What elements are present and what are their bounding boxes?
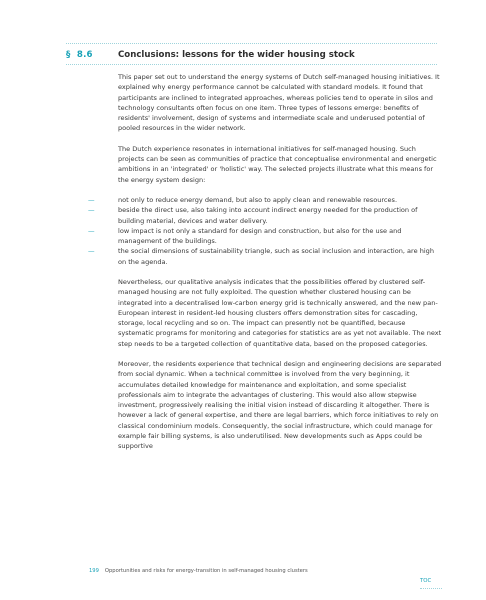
toc-link[interactable]: TOC (420, 578, 432, 584)
bullet-dash: — (88, 247, 95, 256)
paragraph: Nevertheless, our qualitative analysis indicates that the possibilities offered by clustered self-managed housing are not fully exploited. The question whether clustered housing can be integrated into a decentralised low-carbon energy grid is technically answered, and the new pan-European interest in resident-led housing clusters offers demonstration sites for cascading, storage, local recycling and so on. The impact can presently not be quantified, because systematic programs for monitoring and categories for statistics are as yet not available. The next step needs to be a targeted collection of quantitative data, based on the proposed categories. (118, 278, 442, 348)
page-number: 199 (89, 568, 99, 574)
section-rule-top (66, 43, 437, 44)
paragraph: This paper set out to understand the energy systems of Dutch self-managed housing initiatives. It explained why energy performance cannot be calculated with standard models. It found that participants are inclined to integrated approaches, whereas policies tend to operate in silos and technology consultants often focus on one item. Three types of lessons emerge: benefits of residents' involvement, design of systems and intermediate scale and underused potential of pooled resources in the wider network. (118, 73, 440, 133)
bullet-dash: — (88, 226, 95, 235)
paragraph: The Dutch experience resonates in international initiatives for self-managed housing. Such projects can be seen as communities of practice that conceptualise environmental and energetic ambitions in an 'integrated' or 'holistic' way. The selected projects illustrate what this means for the energy system design: (118, 144, 437, 184)
section-heading (66, 47, 437, 63)
bullet-dash: — (88, 206, 95, 215)
paragraph: Moreover, the residents experience that technical design and engineering decisions are separated from social dynamic. When a technical committee is involved from the very beginning, it accumulates detailed knowledge for maintenance and exploitation, and some specialist professionals aim to integrate the advantages of clustering. This would also allow stepwise investment, progressively realising the initial vision instead of discarding it altogether. There is however a lack of general expertise, and there are legal barriers, which force initiatives to rely on classical condominium models. Consequently, the social infrastructure, which could manage for example fair billing systems, is also underutilised. New developments such as Apps could be supportive (118, 360, 442, 450)
body-text (88, 72, 442, 462)
section-number: § 8.6 (66, 50, 93, 60)
section-title: Conclusions: lessons for the wider housing stock (118, 50, 355, 60)
toc-rule (420, 588, 442, 589)
list-item: — beside the direct use, also taking into account indirect energy needed for the production of building material, devices and water delivery. (88, 206, 418, 225)
bullet-list (88, 195, 442, 267)
page-footer (89, 568, 308, 574)
bullet-dash: — (88, 196, 95, 204)
section-rule-bottom (66, 64, 437, 65)
running-title: Opportunities and risks for energy-transition in self-managed housing clusters (104, 568, 308, 574)
list-item: — the social dimensions of sustainability triangle, such as social inclusion and interaction, are high on the agenda. (88, 247, 434, 266)
list-item: — not only to reduce energy demand, but also to apply clean and renewable resources. (88, 196, 398, 204)
list-item: — low impact is not only a standard for design and construction, but also for the use and management of the buildings. (88, 226, 402, 245)
